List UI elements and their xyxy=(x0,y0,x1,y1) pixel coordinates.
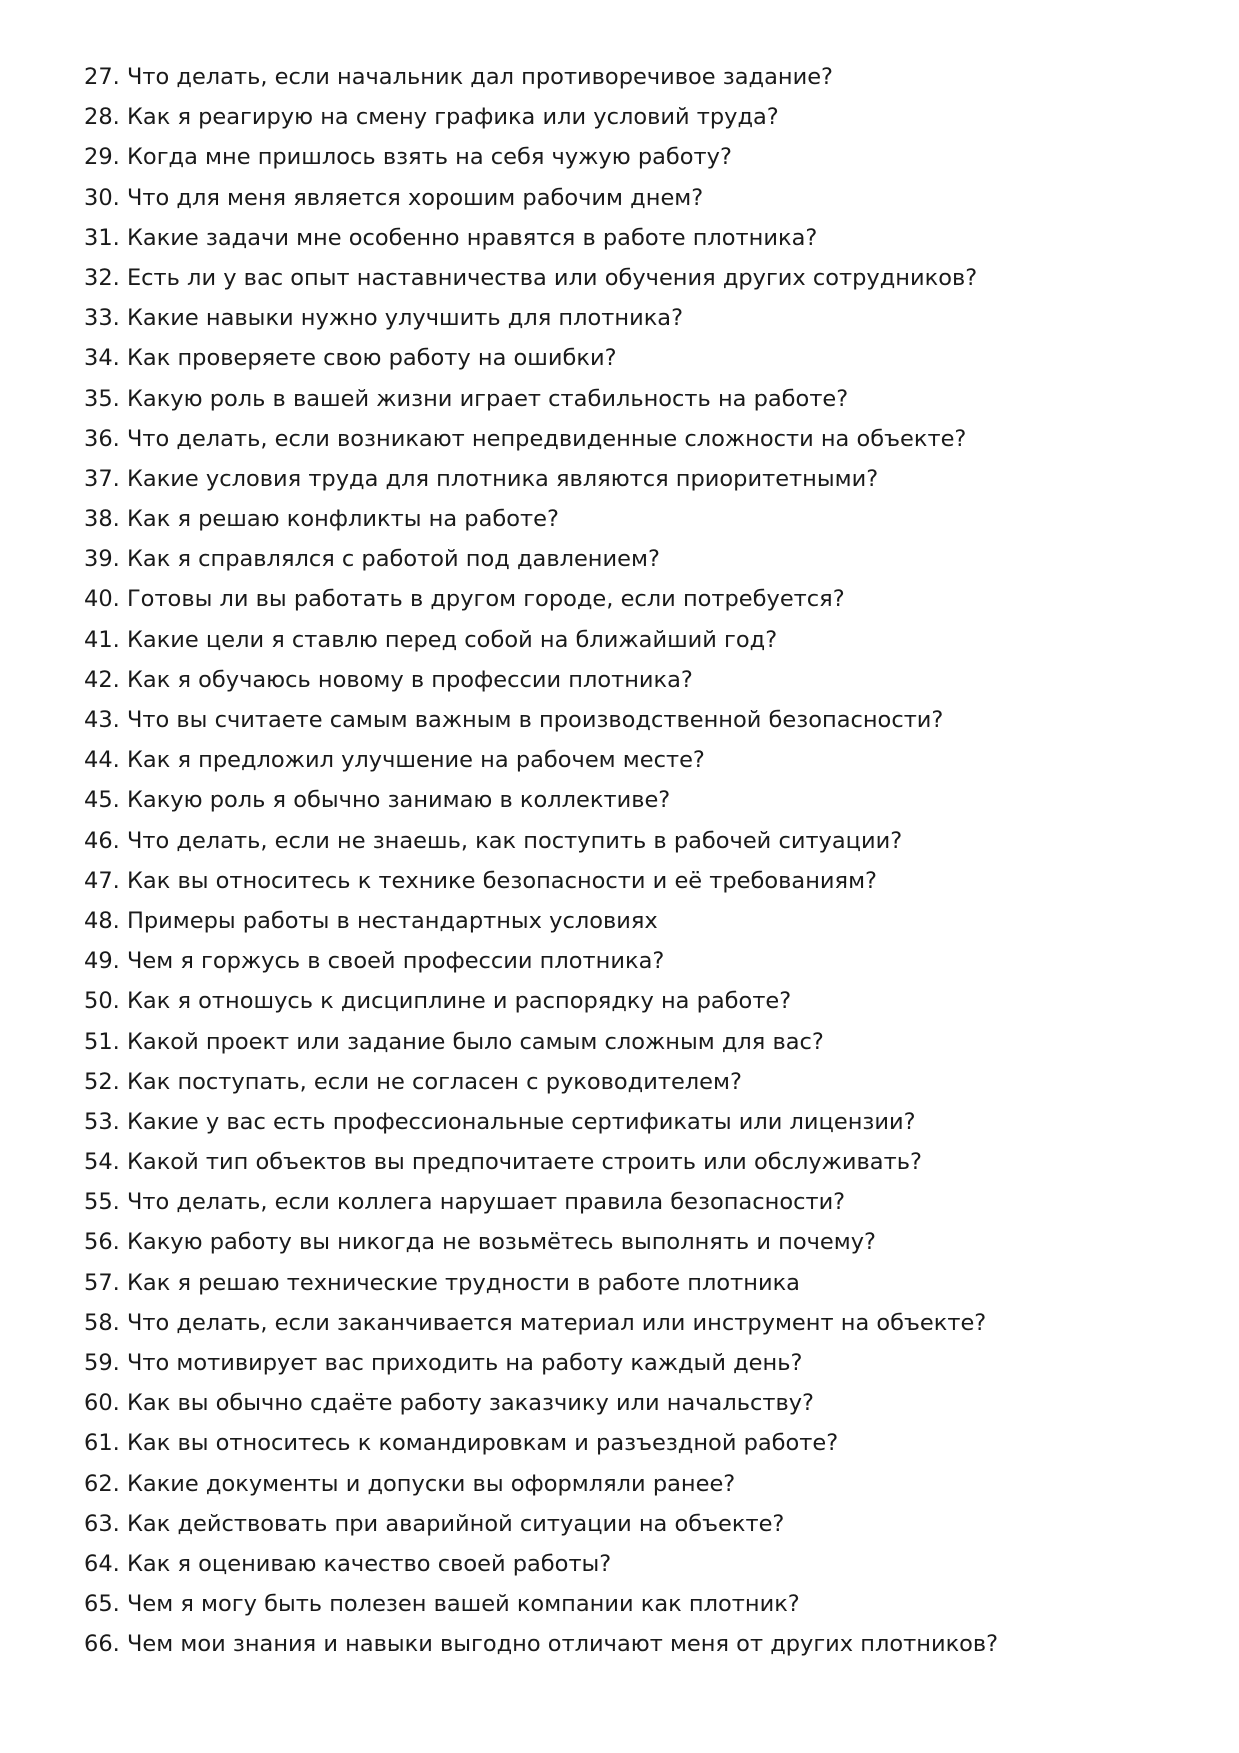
question-item xyxy=(84,1107,1184,1147)
question-text: Что делать, если коллега нарушает правила безопасности? xyxy=(126,1189,846,1216)
question-text: Готовы ли вы работать в другом городе, если потребуется? xyxy=(126,586,845,613)
question-text: Когда мне пришлось взять на себя чужую работу? xyxy=(126,144,732,171)
question-item xyxy=(84,263,1184,303)
question-item xyxy=(84,826,1184,866)
question-number: 33. xyxy=(84,305,120,332)
question-item xyxy=(84,183,1184,223)
question-number: 48. xyxy=(84,907,120,934)
question-number: 43. xyxy=(84,707,120,733)
question-number: 47. xyxy=(84,867,120,894)
question-item xyxy=(84,504,1184,544)
question-text: Какие условия труда для плотника являются приоритетными? xyxy=(126,465,879,492)
question-text: Как я решаю технические трудности в работе плотника xyxy=(126,1269,800,1296)
question-number: 41. xyxy=(84,626,120,653)
question-text: Что делать, если возникают непредвиденные сложности на объекте? xyxy=(126,425,967,452)
question-text: Что мотивирует вас приходить на работу каждый день? xyxy=(126,1350,803,1376)
question-number: 57. xyxy=(84,1269,120,1296)
question-number: 54. xyxy=(84,1149,120,1176)
question-item xyxy=(84,303,1184,343)
question-text: Как я решаю конфликты на работе? xyxy=(126,506,559,533)
question-text: Какую роль в вашей жизни играет стабильность на работе? xyxy=(126,385,849,412)
question-item xyxy=(84,1549,1184,1589)
question-text: Какую роль я обычно занимаю в коллективе? xyxy=(126,787,671,814)
question-item xyxy=(84,1027,1184,1067)
question-item xyxy=(84,906,1184,946)
question-number: 34. xyxy=(84,345,120,372)
question-item xyxy=(84,946,1184,986)
question-number: 52. xyxy=(84,1068,120,1095)
question-text: Как вы относитесь к командировкам и разъездной работе? xyxy=(126,1430,839,1457)
question-number: 53. xyxy=(84,1108,120,1135)
question-text: Как проверяете свою работу на ошибки? xyxy=(126,345,617,372)
question-item xyxy=(84,625,1184,665)
question-number: 40. xyxy=(84,586,120,613)
question-text: Есть ли у вас опыт наставничества или обучения других сотрудников? xyxy=(126,264,978,291)
question-number: 61. xyxy=(84,1430,120,1457)
question-text: Примеры работы в нестандартных условиях xyxy=(126,907,658,934)
question-item xyxy=(84,1428,1184,1468)
question-item xyxy=(84,62,1184,102)
question-item xyxy=(84,785,1184,825)
question-text: Какие у вас есть профессиональные сертификаты или лицензии? xyxy=(126,1108,916,1135)
question-text: Что делать, если начальник дал противоречивое задание? xyxy=(126,64,833,90)
question-number: 28. xyxy=(84,104,120,131)
question-item xyxy=(84,705,1184,745)
question-number: 29. xyxy=(84,144,120,171)
question-text: Что вы считаете самым важным в производственной безопасности? xyxy=(126,707,944,733)
question-text: Что делать, если не знаешь, как поступить в рабочей ситуации? xyxy=(126,827,903,854)
question-item xyxy=(84,1147,1184,1187)
question-item xyxy=(84,142,1184,182)
question-item xyxy=(84,665,1184,705)
question-text: Как поступать, если не согласен с руководителем? xyxy=(126,1068,742,1095)
question-item xyxy=(84,1469,1184,1509)
question-item xyxy=(84,424,1184,464)
question-number: 42. xyxy=(84,666,120,693)
question-text: Как я реагирую на смену графика или условий труда? xyxy=(126,104,779,131)
question-number: 62. xyxy=(84,1470,120,1497)
question-text: Как действовать при аварийной ситуации на объекте? xyxy=(126,1510,785,1537)
question-text: Какой проект или задание было самым сложным для вас? xyxy=(126,1028,824,1055)
question-number: 32. xyxy=(84,264,120,291)
question-item xyxy=(84,1227,1184,1267)
question-number: 63. xyxy=(84,1510,120,1537)
question-number: 66. xyxy=(84,1631,120,1658)
question-number: 55. xyxy=(84,1189,120,1216)
question-number: 46. xyxy=(84,827,120,854)
question-item xyxy=(84,1308,1184,1348)
question-number: 56. xyxy=(84,1229,120,1256)
question-text: Какие цели я ставлю перед собой на ближайший год? xyxy=(126,626,778,653)
question-text: Как я справлялся с работой под давлением? xyxy=(126,546,660,573)
question-text: Как вы относитесь к технике безопасности и её требованиям? xyxy=(126,867,878,894)
question-text: Как я отношусь к дисциплине и распорядку на работе? xyxy=(126,988,792,1015)
question-number: 39. xyxy=(84,546,120,573)
question-number: 58. xyxy=(84,1309,120,1336)
question-list xyxy=(84,62,1184,1670)
question-number: 44. xyxy=(84,747,120,774)
question-item xyxy=(84,544,1184,584)
question-number: 30. xyxy=(84,184,120,211)
question-text: Какие навыки нужно улучшить для плотника? xyxy=(126,305,684,332)
question-number: 27. xyxy=(84,64,120,90)
question-item xyxy=(84,1388,1184,1428)
question-number: 65. xyxy=(84,1591,120,1618)
question-text: Что для меня является хорошим рабочим днем? xyxy=(126,184,704,211)
question-text: Как вы обычно сдаёте работу заказчику или начальству? xyxy=(126,1390,814,1417)
question-text: Чем я могу быть полезен вашей компании как плотник? xyxy=(126,1591,800,1618)
question-number: 59. xyxy=(84,1350,120,1376)
question-number: 31. xyxy=(84,224,120,251)
question-item xyxy=(84,223,1184,263)
question-number: 45. xyxy=(84,787,120,814)
question-item xyxy=(84,1067,1184,1107)
question-text: Как я предложил улучшение на рабочем месте? xyxy=(126,747,705,774)
question-text: Какую работу вы никогда не возьмётесь выполнять и почему? xyxy=(126,1229,876,1256)
question-item xyxy=(84,1589,1184,1629)
question-number: 37. xyxy=(84,465,120,492)
question-text: Какие документы и допуски вы оформляли ранее? xyxy=(126,1470,736,1497)
question-number: 38. xyxy=(84,506,120,533)
question-text: Чем я горжусь в своей профессии плотника? xyxy=(126,948,665,975)
question-item xyxy=(84,1629,1184,1669)
question-item xyxy=(84,584,1184,624)
question-item xyxy=(84,384,1184,424)
question-item xyxy=(84,1509,1184,1549)
question-item xyxy=(84,464,1184,504)
question-item xyxy=(84,1187,1184,1227)
question-number: 51. xyxy=(84,1028,120,1055)
question-item xyxy=(84,986,1184,1026)
question-item xyxy=(84,102,1184,142)
question-number: 64. xyxy=(84,1550,120,1577)
question-item xyxy=(84,343,1184,383)
question-item xyxy=(84,1348,1184,1388)
question-text: Какие задачи мне особенно нравятся в работе плотника? xyxy=(126,224,818,251)
question-item xyxy=(84,866,1184,906)
question-text: Чем мои знания и навыки выгодно отличают меня от других плотников? xyxy=(126,1631,999,1658)
question-item xyxy=(84,1268,1184,1308)
question-number: 35. xyxy=(84,385,120,412)
question-number: 60. xyxy=(84,1390,120,1417)
question-text: Что делать, если заканчивается материал или инструмент на объекте? xyxy=(126,1309,987,1336)
question-text: Как я оцениваю качество своей работы? xyxy=(126,1550,612,1577)
question-text: Какой тип объектов вы предпочитаете строить или обслуживать? xyxy=(126,1149,922,1176)
question-text: Как я обучаюсь новому в профессии плотника? xyxy=(126,666,693,693)
question-number: 49. xyxy=(84,948,120,975)
question-item xyxy=(84,745,1184,785)
question-number: 36. xyxy=(84,425,120,452)
question-number: 50. xyxy=(84,988,120,1015)
